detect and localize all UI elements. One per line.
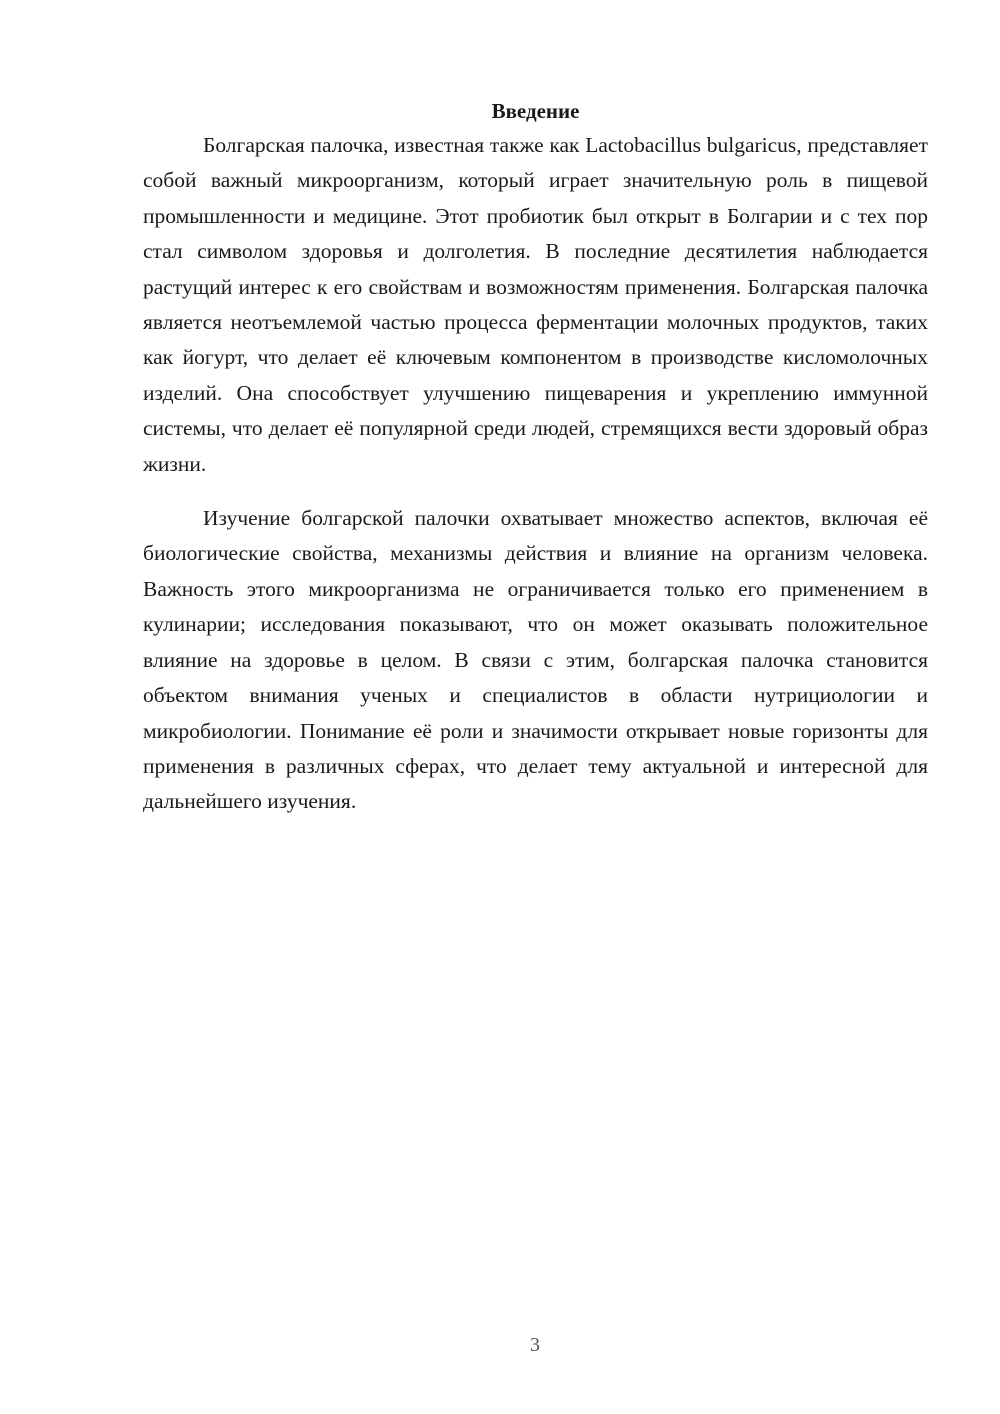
section-title: Введение <box>491 99 580 123</box>
page-content <box>143 94 928 820</box>
page-number: 3 <box>530 1334 540 1356</box>
paragraph-2: Изучение болгарской палочки охватывает множество аспектов, включая её биологические свойства, механизмы действия и влияние на организм человека. Важность этого микроорганизма не ограничивается только его применением в кулинарии; исследования показывают, что он может оказывать положительное влияние на здоровье в целом. В связи с этим, болгарская палочка становится объектом внимания ученых и специалистов в области нутрициологии и микробиологии. Понимание её роли и значимости открывает новые горизонты для применения в различных сферах, что делает тему актуальной и интересной для дальнейшего изучения. <box>143 506 928 814</box>
paragraph-1: Болгарская палочка, известная также как Lactobacillus bulgaricus, представляет собой важный микроорганизм, который играет значительную роль в пищевой промышленности и медицине. Этот пробиотик был открыт в Болгарии и с тех пор стал символом здоровья и долголетия. В последние десятилетия наблюдается растущий интерес к его свойствам и возможностям применения. Болгарская палочка является неотъемлемой частью процесса ферментации молочных продуктов, таких как йогурт, что делает её ключевым компонентом в производстве кисломолочных изделий. Она способствует улучшению пищеварения и укреплению иммунной системы, что делает её популярной среди людей, стремящихся вести здоровый образ жизни. <box>143 133 928 476</box>
